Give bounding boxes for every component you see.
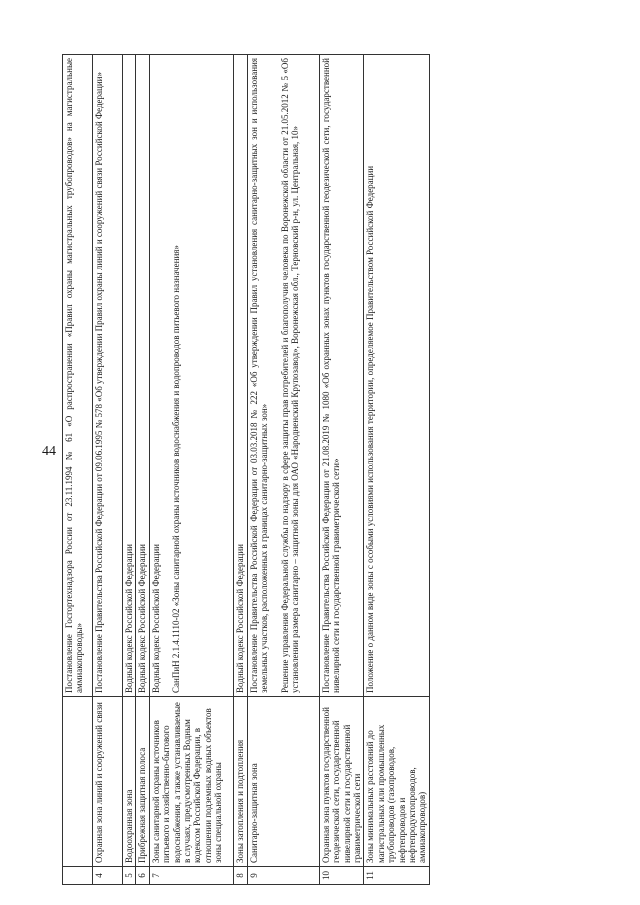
legal-basis-paragraph: Постановление Правительства Российской Федерации от 03.03.2018 № 222 «Об утверждении Правил установления санитарно-защитных зон и использования земельных участков, расположенных в границах санитарно-защитных зон» xyxy=(248,58,270,693)
legal-basis xyxy=(319,55,364,697)
legal-basis-paragraph: Решение управления Федеральной службы по надзору в сфере защиты прав потребителей и благополучия человека по Воронежской области от 21.05.2012 № 5 «Об установлении размера санитарно – защитной зоны для ОАО «Народненский Крупозавод», Воронежская обл., Терновский р-н, ул. Центральная, 10» xyxy=(279,58,301,693)
zones-table-body xyxy=(63,55,430,885)
legal-basis xyxy=(123,55,136,697)
legal-basis xyxy=(63,55,93,697)
table-row xyxy=(233,55,247,885)
row-number: 5 xyxy=(123,867,136,885)
row-number: 10 xyxy=(319,867,364,885)
zone-name: Зоны затопления и подтопления xyxy=(233,697,247,867)
legal-basis-paragraph: Водный кодекс Российской Федерации xyxy=(124,544,134,693)
legal-basis-paragraph: Водный кодекс Российской Федерации xyxy=(150,544,161,693)
table-row xyxy=(149,55,233,885)
table-row xyxy=(136,55,149,885)
legal-basis xyxy=(233,55,247,697)
zone-name: Охранная зона пунктов государственной геодезической сети, государственной нивелирной сети и государственной гравиметрической сети xyxy=(319,697,364,867)
row-number xyxy=(63,867,93,885)
row-number: 9 xyxy=(247,867,319,885)
table-row xyxy=(123,55,136,885)
zone-name: Санитарно-защитная зона xyxy=(247,697,319,867)
zone-name: Водоохранная зона xyxy=(123,697,136,867)
legal-basis xyxy=(93,55,123,697)
legal-basis xyxy=(149,55,233,697)
row-number: 4 xyxy=(93,867,123,885)
legal-basis-paragraph: Постановление Госгортехнадзора России от 23.11.1994 № 61 «О распространении «Правил охраны магистральных трубопроводов» на магистральные аммиакопроводы» xyxy=(64,58,85,693)
row-number: 6 xyxy=(136,867,149,885)
row-number: 7 xyxy=(149,867,233,885)
table-row xyxy=(63,55,93,885)
legal-basis xyxy=(136,55,149,697)
table-row xyxy=(247,55,319,885)
legal-basis-paragraph: Водный кодекс Российской Федерации xyxy=(137,544,148,693)
legal-basis-paragraph: Постановление Правительства Российской Федерации от 09.06.1995 № 578 «Об утверждении Правил охраны линий и сооружений связи Российской Федерации» xyxy=(94,72,104,693)
table-row xyxy=(364,55,429,885)
zone-name: Зоны минимальных расстояний до магистральных или промышленных трубопроводов (газопроводов, нефтепроводов и нефтепродуктопроводов, аммиакопроводов) xyxy=(364,697,429,867)
legal-basis-paragraph: Положение о данном виде зоны с особыми условиями использования территории, определяемое Правительством Российской Федерации xyxy=(365,165,376,693)
row-number: 11 xyxy=(364,867,429,885)
legal-basis-paragraph: Водный кодекс Российской Федерации xyxy=(234,544,245,693)
legal-basis-paragraph: СанПиН 2.1.4.1110-02 «Зоны санитарной охраны источников водоснабжения и водопроводов питьевого назначения» xyxy=(171,245,182,693)
zones-table xyxy=(62,54,430,885)
legal-basis-paragraph: Постановление Правительства Российской Федерации от 21.08.2019 № 1080 «Об охранных зонах пунктов государственной геодезической сети, государственной нивелирной сети и государственной гравиметрической сети» xyxy=(320,58,342,693)
zone-name: Охранная зона линий и сооружений связи xyxy=(93,697,123,867)
row-number: 8 xyxy=(233,867,247,885)
page-number: 44 xyxy=(42,444,56,459)
zone-name: Прибрежная защитная полоса xyxy=(136,697,149,867)
zone-name xyxy=(63,697,93,867)
table-row xyxy=(319,55,364,885)
legal-basis xyxy=(364,55,429,697)
zone-name: Зоны санитарной охраны источников питьевого и хозяйственно-бытового водоснабжения, а также устанавливаемые в случаях, предусмотренных Водным кодексом Российской Федерации, в отношении подземных водных объектов зоны специальной охраны xyxy=(149,697,233,867)
legal-basis xyxy=(247,55,319,697)
table-row xyxy=(93,55,123,885)
